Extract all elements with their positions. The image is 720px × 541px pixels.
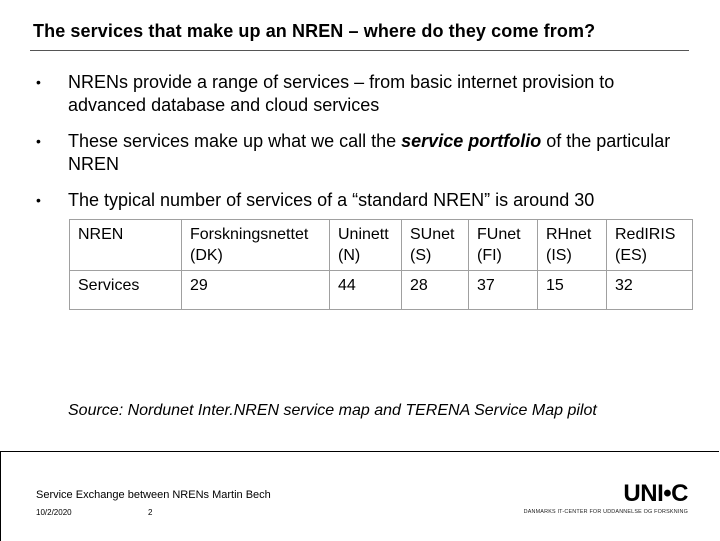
table-cell: 37 (469, 271, 538, 310)
table-header-cell: FUnet (FI) (469, 220, 538, 271)
table-cell: 32 (607, 271, 693, 310)
unic-logo (506, 482, 690, 518)
table-header-cell: SUnet (S) (402, 220, 469, 271)
bullet-item (36, 71, 686, 117)
bullet-emphasis: service portfolio (401, 131, 542, 151)
table-header-cell: Forskningsnettet (DK) (182, 220, 330, 271)
bullet-icon: • (36, 133, 41, 149)
table-header-cell: NREN (70, 220, 182, 271)
bullet-item (36, 130, 686, 176)
table-header-cell: RedIRIS (ES) (607, 220, 693, 271)
footer-text: Service Exchange between NRENs Martin Bech (36, 489, 271, 501)
bullet-text-continued: of the particular NREN (68, 131, 671, 174)
table-cell: 29 (182, 271, 330, 310)
slide-title: The services that make up an NREN – where do they come from? (33, 21, 596, 41)
page-number: 2 (148, 508, 153, 517)
title-divider (30, 50, 689, 51)
footer-date: 10/2/2020 (36, 508, 72, 517)
table-cell: 28 (402, 271, 469, 310)
table-header-cell: RHnet (IS) (538, 220, 607, 271)
bullet-text: The typical number of services of a “standard NREN” is around 30 (68, 190, 595, 210)
bullet-icon: • (36, 74, 41, 90)
bullet-list (36, 71, 686, 225)
logo-wordmark: UNI•C (623, 480, 688, 507)
table-cell: 44 (330, 271, 402, 310)
bullet-text: NRENs provide a range of services – from basic internet provision to advanced database and cloud services (68, 72, 615, 115)
nren-services-table (69, 219, 693, 310)
source-note: Source: Nordunet Inter.NREN service map and TERENA Service Map pilot (68, 402, 597, 419)
bullet-item (36, 189, 686, 212)
table-header-row (70, 220, 693, 271)
bullet-icon: • (36, 192, 41, 208)
logo-tagline: DANMARKS IT-CENTER FOR UDDANNELSE OG FORSKNING (523, 509, 688, 515)
table-header-cell: Uninett (N) (330, 220, 402, 271)
table-cell: Services (70, 271, 182, 310)
table-row (70, 271, 693, 310)
table-cell: 15 (538, 271, 607, 310)
bullet-text: These services make up what we call the (68, 131, 402, 151)
